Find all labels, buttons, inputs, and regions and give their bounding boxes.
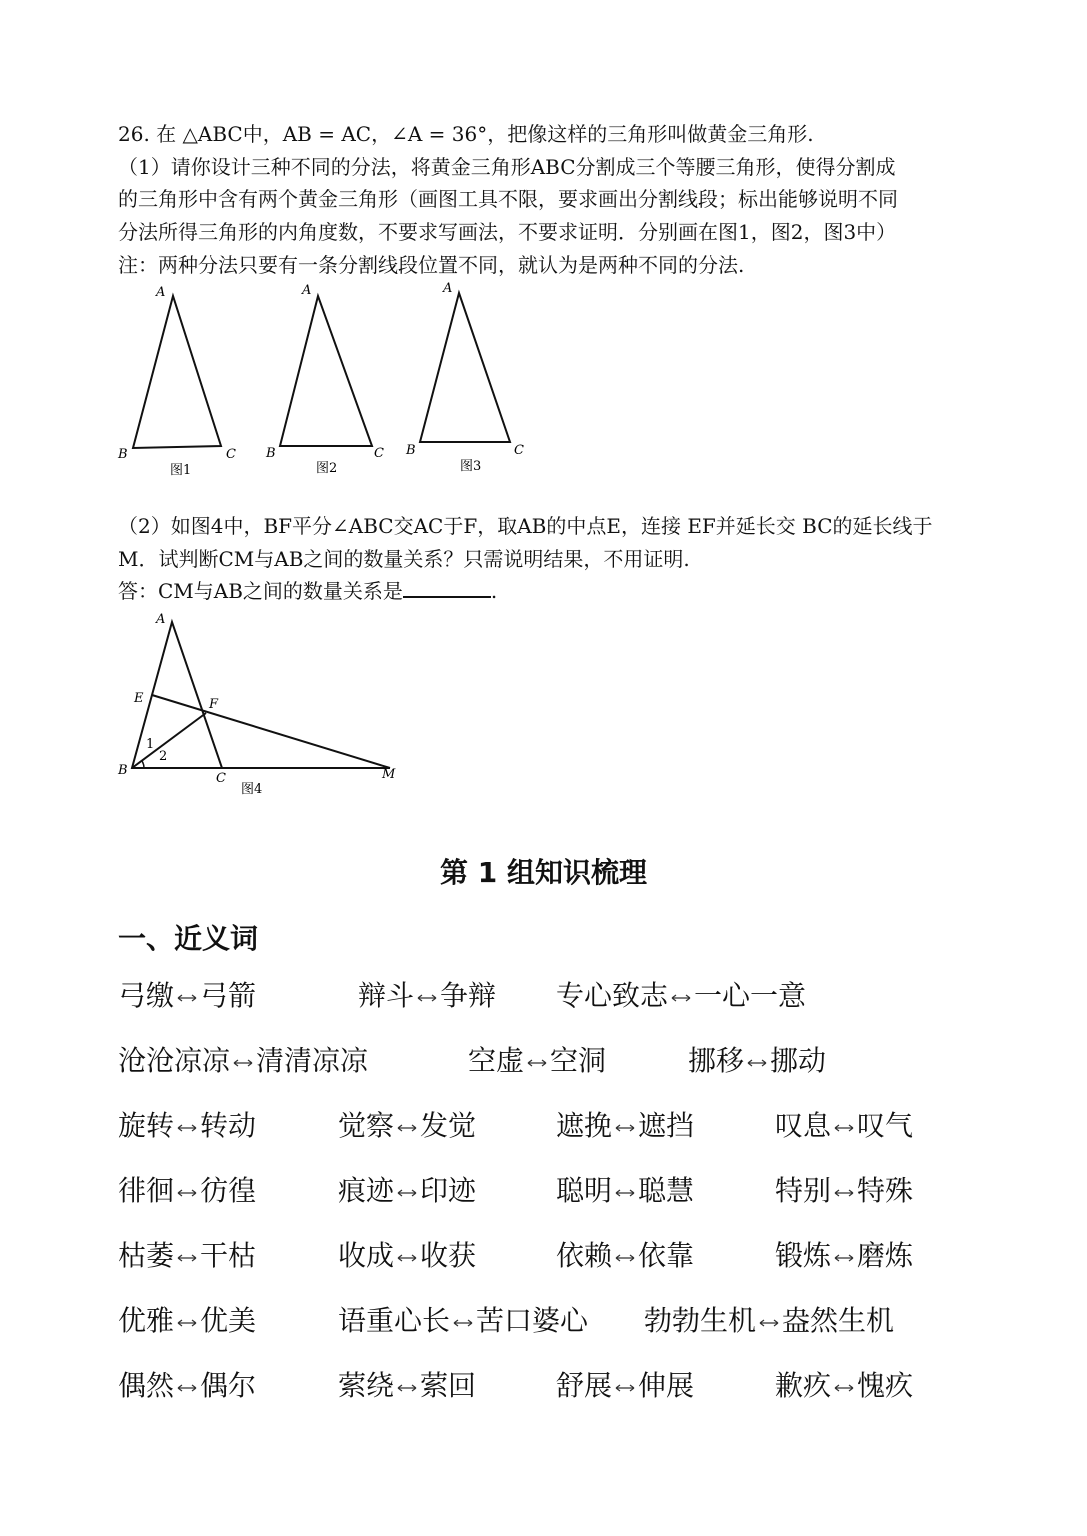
- synonym-pair: [644, 1304, 895, 1337]
- double-arrow-icon: [175, 1123, 199, 1133]
- double-arrow-icon: [451, 1318, 475, 1328]
- double-arrow-icon: [395, 1383, 419, 1393]
- synonym-pair: [338, 1239, 477, 1272]
- synonym-word: 争辩: [440, 979, 497, 1012]
- synonym-word: 聪慧: [638, 1174, 695, 1207]
- synonym-word: 收获: [420, 1239, 477, 1272]
- figure-4-angle-1: 1: [146, 737, 155, 752]
- answer-blank[interactable]: [403, 582, 491, 598]
- answer-suffix: .: [490, 579, 498, 603]
- synonym-word: 偶尔: [200, 1369, 257, 1402]
- synonym-pair: [338, 1304, 589, 1337]
- synonym-word: 弓缴: [118, 979, 175, 1012]
- synonym-word: 清清凉凉: [256, 1044, 369, 1077]
- figure-3-label-c: C: [514, 443, 524, 458]
- synonym-word: 弓箭: [200, 979, 257, 1012]
- double-arrow-icon: [175, 1383, 199, 1393]
- synonym-pair: [468, 1044, 607, 1077]
- synonym-word: 依靠: [638, 1239, 695, 1272]
- double-arrow-icon: [613, 1123, 637, 1133]
- double-arrow-icon: [175, 1253, 199, 1263]
- figure-4-caption: 图4: [241, 782, 263, 797]
- double-arrow-icon: [613, 1188, 637, 1198]
- figure-3: [420, 293, 510, 442]
- synonym-word: 遮挡: [638, 1109, 695, 1142]
- synonym-word: 叹息: [775, 1109, 832, 1142]
- synonym-word: 语重心长: [338, 1304, 451, 1337]
- figure-4-label-f: F: [209, 697, 219, 712]
- synonym-word: 叹气: [857, 1109, 914, 1142]
- synonym-word: 徘徊: [118, 1174, 175, 1207]
- synonym-pair: [775, 1369, 914, 1402]
- double-arrow-icon: [832, 1123, 856, 1133]
- synonym-word: 辩斗: [358, 979, 415, 1012]
- synonym-word: 愧疚: [857, 1369, 914, 1402]
- synonym-word: 发觉: [420, 1109, 477, 1142]
- synonym-word: 遮挽: [556, 1109, 613, 1142]
- double-arrow-icon: [832, 1383, 856, 1393]
- synonym-word: 偶然: [118, 1369, 175, 1402]
- synonym-word: 觉察: [338, 1109, 395, 1142]
- answer-prefix: 答：CM与AB之间的数量关系是: [118, 579, 403, 603]
- double-arrow-icon: [745, 1058, 769, 1068]
- figure-4-label-a: A: [156, 612, 166, 627]
- synonym-word: 空虚: [468, 1044, 525, 1077]
- synonym-pair: [118, 1304, 257, 1337]
- synonym-word: 萦回: [420, 1369, 477, 1402]
- synonym-word: 空洞: [550, 1044, 607, 1077]
- problem-line-5: 注：两种分法只要有一条分割线段位置不同，就认为是两种不同的分法.: [118, 253, 745, 277]
- double-arrow-icon: [757, 1318, 781, 1328]
- figure-4: [110, 610, 410, 800]
- figure-4-label-e: E: [134, 691, 144, 706]
- triangle-figures: [110, 280, 670, 480]
- synonym-word: 专心致志: [556, 979, 669, 1012]
- synonym-word: 干枯: [200, 1239, 257, 1272]
- synonym-word: 依赖: [556, 1239, 613, 1272]
- problem-line-1: 26. 在 △ABC中，AB = AC，∠A = 36°，把像这样的三角形叫做黄金三角形.: [118, 122, 814, 146]
- double-arrow-icon: [231, 1058, 255, 1068]
- figure-2-label-a: A: [302, 283, 312, 298]
- synonym-pair: [775, 1109, 914, 1142]
- double-arrow-icon: [832, 1188, 856, 1198]
- synonym-pair: [556, 1174, 695, 1207]
- synonym-pair: [556, 979, 807, 1012]
- synonym-pair: [338, 1109, 477, 1142]
- synonym-word: 特殊: [857, 1174, 914, 1207]
- figure-2-label-b: B: [266, 446, 276, 461]
- figure-2-label-c: C: [374, 446, 384, 461]
- double-arrow-icon: [832, 1253, 856, 1263]
- synonym-word: 彷徨: [200, 1174, 257, 1207]
- figure-3-caption: 图3: [460, 459, 482, 474]
- figure-4-label-c: C: [216, 771, 226, 786]
- synonym-word: 歉疚: [775, 1369, 832, 1402]
- problem-line-4: 分法所得三角形的内角度数，不要求写画法，不要求证明．分别画在图1，图2，图3中）: [118, 220, 897, 244]
- synonym-pair: [775, 1239, 914, 1272]
- synonym-pair: [556, 1369, 695, 1402]
- section-subtitle: 一、近义词: [118, 922, 259, 955]
- double-arrow-icon: [395, 1188, 419, 1198]
- double-arrow-icon: [175, 1188, 199, 1198]
- double-arrow-icon: [395, 1253, 419, 1263]
- figure-4-label-b: B: [118, 763, 128, 778]
- synonym-word: 磨炼: [857, 1239, 914, 1272]
- double-arrow-icon: [175, 1318, 199, 1328]
- synonym-word: 伸展: [638, 1369, 695, 1402]
- figure-1-label-b: B: [118, 447, 128, 462]
- figure-1-label-c: C: [226, 447, 236, 462]
- section-title: 第 1 组知识梳理: [440, 856, 647, 889]
- synonym-word: 锻炼: [775, 1239, 832, 1272]
- synonym-word: 苦口婆心: [476, 1304, 589, 1337]
- synonym-pair: [118, 1239, 257, 1272]
- part2-line-1: （2）如图4中，BF平分∠ABC交AC于F，取AB的中点E，连接 EF并延长交 BC的延长线于: [118, 514, 933, 538]
- figure-4-angle-2: 2: [159, 749, 168, 764]
- synonym-word: 印迹: [420, 1174, 477, 1207]
- synonym-pair: [338, 1174, 477, 1207]
- part2-line-2: M．试判断CM与AB之间的数量关系？只需说明结果，不用证明.: [118, 547, 690, 571]
- synonym-word: 枯萎: [118, 1239, 175, 1272]
- double-arrow-icon: [613, 1253, 637, 1263]
- synonym-pair: [118, 1044, 369, 1077]
- figure-3-label-b: B: [406, 443, 416, 458]
- synonym-pair: [118, 979, 257, 1012]
- synonym-word: 特别: [775, 1174, 832, 1207]
- synonym-word: 一心一意: [694, 979, 807, 1012]
- figure-1: [133, 296, 221, 448]
- synonym-word: 勃勃生机: [644, 1304, 757, 1337]
- synonym-word: 挪移: [688, 1044, 745, 1077]
- synonym-pair: [118, 1174, 257, 1207]
- synonym-word: 转动: [200, 1109, 257, 1142]
- problem-line-3: 的三角形中含有两个黄金三角形（画图工具不限，要求画出分割线段；标出能够说明不同: [118, 187, 898, 211]
- synonym-word: 挪动: [770, 1044, 827, 1077]
- figure-1-caption: 图1: [170, 463, 192, 478]
- synonym-word: 优雅: [118, 1304, 175, 1337]
- synonym-word: 收成: [338, 1239, 395, 1272]
- double-arrow-icon: [175, 993, 199, 1003]
- synonym-word: 优美: [200, 1304, 257, 1337]
- figure-2: [280, 296, 372, 446]
- synonym-word: 旋转: [118, 1109, 175, 1142]
- figure-3-label-a: A: [443, 281, 453, 296]
- answer-line: [118, 581, 497, 601]
- double-arrow-icon: [525, 1058, 549, 1068]
- synonym-pair: [118, 1109, 257, 1142]
- synonym-pair: [556, 1109, 695, 1142]
- synonym-word: 盎然生机: [782, 1304, 895, 1337]
- synonym-pair: [118, 1369, 257, 1402]
- synonym-word: 萦绕: [338, 1369, 395, 1402]
- figure-1-label-a: A: [156, 285, 166, 300]
- double-arrow-icon: [395, 1123, 419, 1133]
- figure-4-label-m: M: [382, 767, 396, 782]
- synonym-word: 舒展: [556, 1369, 613, 1402]
- figure-2-caption: 图2: [316, 461, 338, 476]
- synonym-pair: [688, 1044, 827, 1077]
- double-arrow-icon: [669, 993, 693, 1003]
- synonym-word: 痕迹: [338, 1174, 395, 1207]
- synonym-pair: [358, 979, 497, 1012]
- synonym-pair: [775, 1174, 914, 1207]
- problem-line-2: （1）请你设计三种不同的分法，将黄金三角形ABC分割成三个等腰三角形，使得分割成: [118, 155, 896, 179]
- synonym-word: 沧沧凉凉: [118, 1044, 231, 1077]
- double-arrow-icon: [613, 1383, 637, 1393]
- synonym-pair: [338, 1369, 477, 1402]
- synonym-pair: [556, 1239, 695, 1272]
- synonym-word: 聪明: [556, 1174, 613, 1207]
- double-arrow-icon: [415, 993, 439, 1003]
